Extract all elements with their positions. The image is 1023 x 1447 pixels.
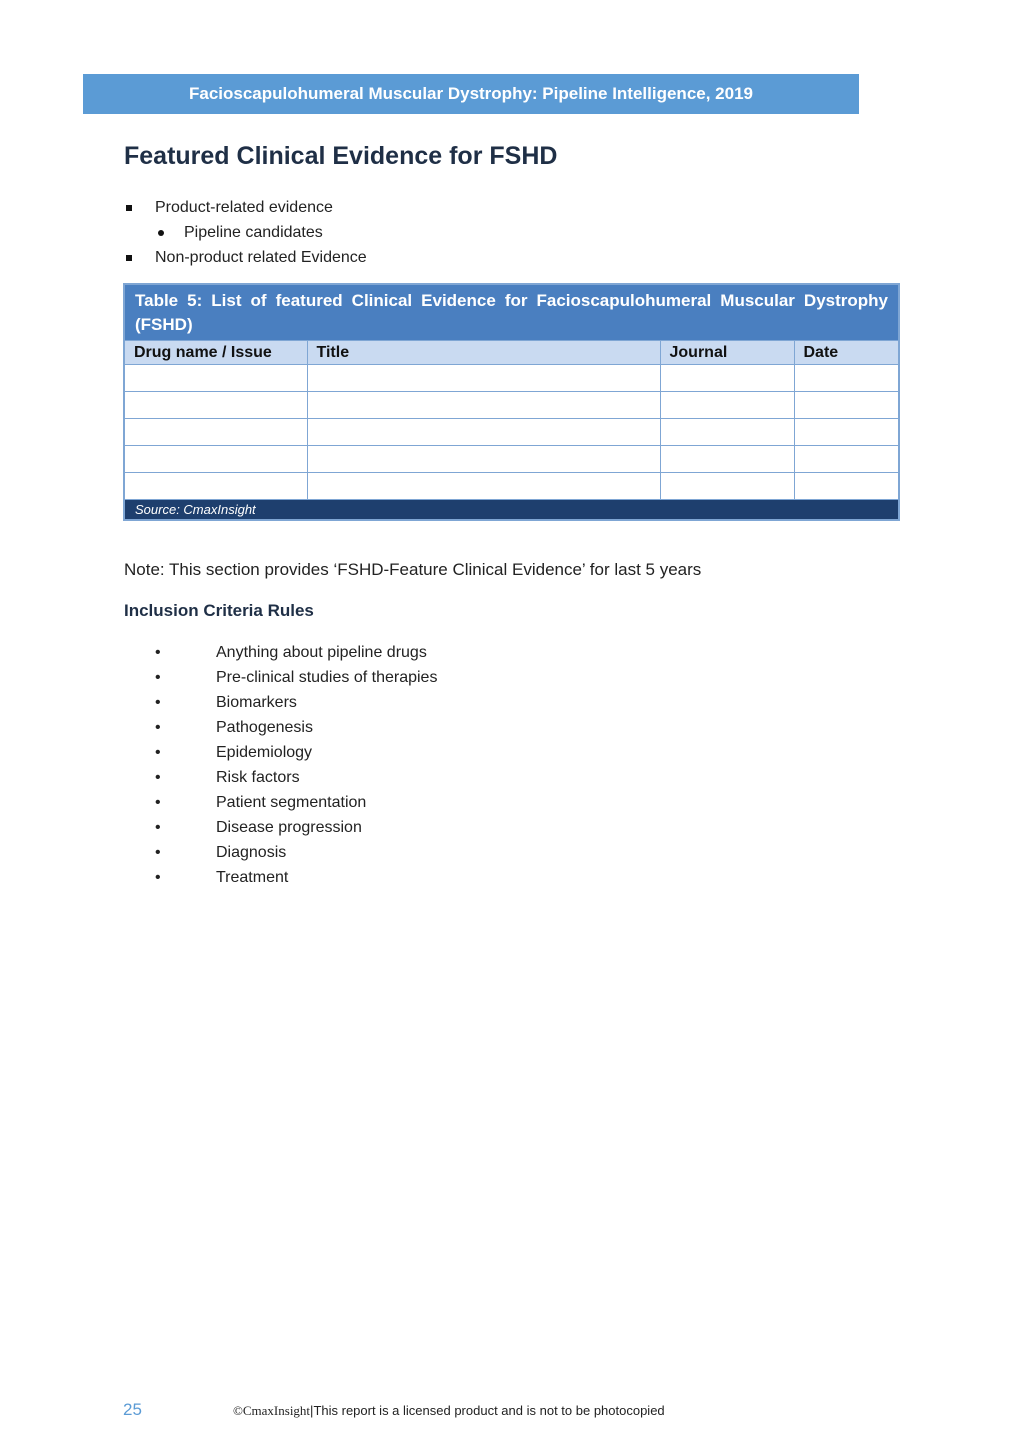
table-cell bbox=[307, 365, 660, 392]
evidence-type-list bbox=[124, 195, 367, 270]
list-item bbox=[124, 245, 367, 270]
column-header-date: Date bbox=[794, 341, 899, 365]
inclusion-criteria-list bbox=[155, 640, 437, 890]
table-caption-row bbox=[124, 284, 899, 341]
list-item-label: Diagnosis bbox=[216, 843, 287, 861]
column-header-journal: Journal bbox=[660, 341, 794, 365]
table-row bbox=[124, 392, 899, 419]
list-item-label: Risk factors bbox=[216, 768, 300, 786]
bullet-icon: • bbox=[155, 668, 161, 686]
table-cell bbox=[794, 392, 899, 419]
list-item-label: Disease progression bbox=[216, 818, 362, 836]
list-item-label: Non-product related Evidence bbox=[155, 248, 367, 266]
list-item bbox=[155, 640, 437, 665]
table-cell bbox=[307, 473, 660, 500]
bullet-icon: • bbox=[155, 718, 161, 736]
list-item bbox=[155, 790, 437, 815]
list-item-label: Pipeline candidates bbox=[184, 223, 323, 241]
footer-license-text: This report is a licensed product and is not to be photocopied bbox=[313, 1403, 665, 1418]
footer-notice bbox=[233, 1403, 665, 1419]
list-item bbox=[155, 715, 437, 740]
table-cell bbox=[660, 446, 794, 473]
table-cell bbox=[660, 365, 794, 392]
table-cell bbox=[124, 419, 307, 446]
list-item-label: Biomarkers bbox=[216, 693, 297, 711]
list-subitem bbox=[124, 220, 367, 245]
report-header-title: Facioscapulohumeral Muscular Dystrophy: Pipeline Intelligence, 2019 bbox=[188, 84, 753, 103]
bullet-icon: • bbox=[155, 868, 161, 886]
list-item bbox=[155, 690, 437, 715]
section-title: Featured Clinical Evidence for FSHD bbox=[124, 142, 558, 170]
list-item bbox=[155, 815, 437, 840]
table-cell bbox=[660, 392, 794, 419]
bullet-icon: • bbox=[155, 693, 161, 711]
list-item-label: Anything about pipeline drugs bbox=[216, 643, 427, 661]
list-item bbox=[124, 195, 367, 220]
table-cell bbox=[307, 392, 660, 419]
bullet-icon: • bbox=[155, 768, 161, 786]
report-header-banner bbox=[83, 74, 859, 114]
list-item bbox=[155, 765, 437, 790]
table-caption: Table 5: List of featured Clinical Evidence for Facioscapulohumeral Muscular Dystrophy (FSHD) bbox=[124, 284, 899, 341]
criteria-heading: Inclusion Criteria Rules bbox=[124, 601, 314, 620]
list-item bbox=[155, 865, 437, 890]
list-item-label: Epidemiology bbox=[216, 743, 313, 761]
bullet-icon: • bbox=[155, 743, 161, 761]
table-cell bbox=[794, 473, 899, 500]
table-cell bbox=[794, 365, 899, 392]
column-header-drug: Drug name / Issue bbox=[124, 341, 307, 365]
table-cell bbox=[124, 473, 307, 500]
column-header-title: Title bbox=[307, 341, 660, 365]
clinical-evidence-table bbox=[123, 283, 900, 521]
table-header-row bbox=[124, 341, 899, 365]
bullet-icon: • bbox=[155, 793, 161, 811]
list-item-label: Pre-clinical studies of therapies bbox=[216, 668, 438, 686]
table-cell bbox=[660, 419, 794, 446]
table-row bbox=[124, 446, 899, 473]
list-item bbox=[155, 840, 437, 865]
section-note: Note: This section provides ‘FSHD-Feature Clinical Evidence’ for last 5 years bbox=[124, 560, 702, 579]
list-item bbox=[155, 665, 437, 690]
table-cell bbox=[124, 446, 307, 473]
footer-separator: | bbox=[310, 1403, 314, 1418]
table-source: Source: CmaxInsight bbox=[124, 500, 899, 521]
table-source-row bbox=[124, 500, 899, 521]
table-cell bbox=[794, 419, 899, 446]
page-number: 25 bbox=[123, 1400, 142, 1419]
square-bullet-icon bbox=[126, 255, 132, 261]
table-row bbox=[124, 419, 899, 446]
list-item-label: Patient segmentation bbox=[216, 793, 367, 811]
list-item bbox=[155, 740, 437, 765]
list-item-label: Product-related evidence bbox=[155, 198, 333, 216]
table-cell bbox=[307, 419, 660, 446]
round-bullet-icon bbox=[158, 230, 164, 236]
table-cell bbox=[124, 392, 307, 419]
table-cell bbox=[794, 446, 899, 473]
list-item-label: Pathogenesis bbox=[216, 718, 313, 736]
table-row bbox=[124, 365, 899, 392]
square-bullet-icon bbox=[126, 205, 132, 211]
table-cell bbox=[660, 473, 794, 500]
bullet-icon: • bbox=[155, 843, 161, 861]
table-cell bbox=[307, 446, 660, 473]
table-row bbox=[124, 473, 899, 500]
table-cell bbox=[124, 365, 307, 392]
bullet-icon: • bbox=[155, 643, 161, 661]
bullet-icon: • bbox=[155, 818, 161, 836]
footer-brand: ©CmaxInsight bbox=[233, 1403, 311, 1418]
list-item-label: Treatment bbox=[216, 868, 289, 886]
